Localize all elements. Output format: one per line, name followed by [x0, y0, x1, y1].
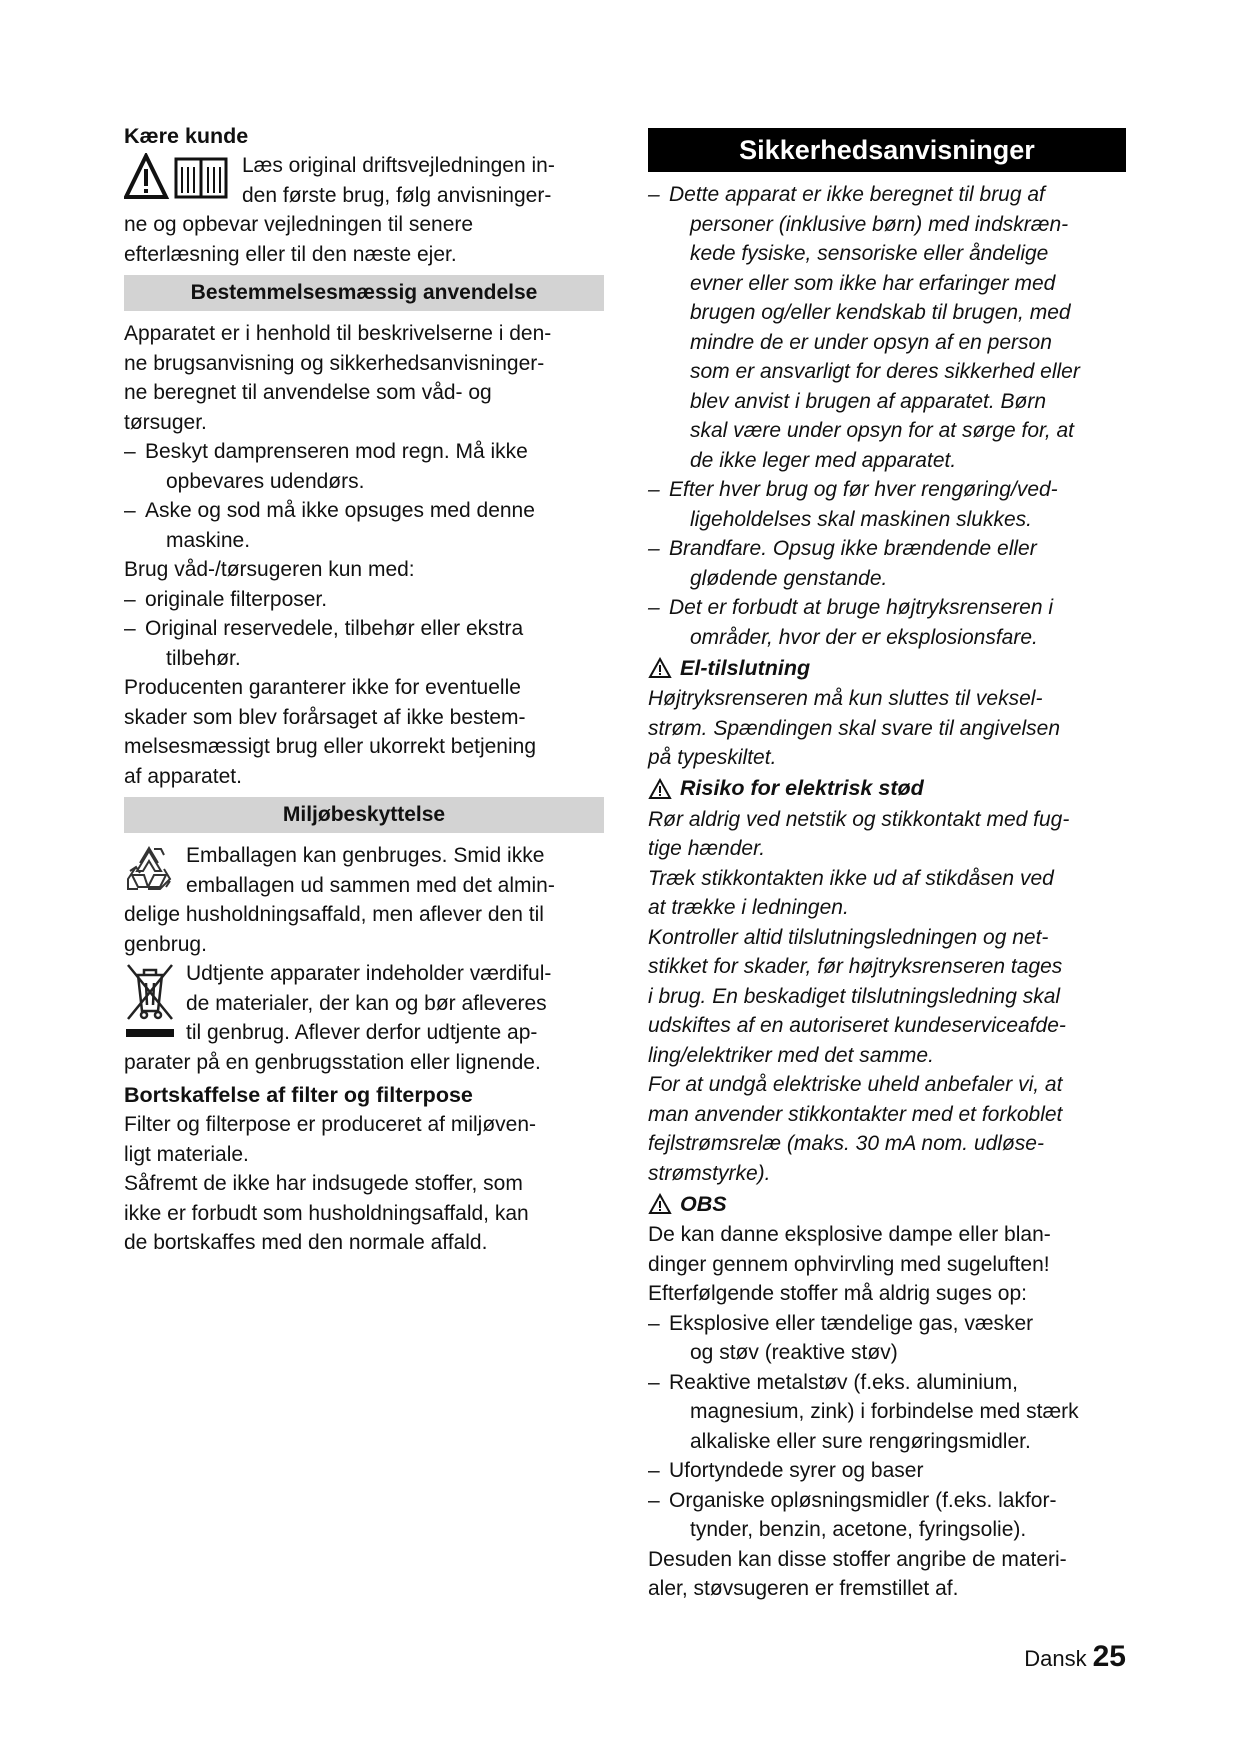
liability-line: skader som blev forårsaget af ikke bestem- [124, 705, 526, 729]
safety-item: – Det er forbudt at bruge højtryksrenseren i områder, hvor der er eksplosionsfare. [648, 593, 1126, 652]
text-line: man anvender stikkontakter med et forkoblet [648, 1102, 1063, 1126]
text-line: mindre de er under opsyn af en person [690, 330, 1052, 354]
disposal-line: ligt materiale. [124, 1142, 249, 1166]
weee-line: til genbrug. Aflever derfor udtjente ap- [186, 1021, 538, 1044]
text-line: ligeholdelses skal maskinen slukkes. [690, 507, 1032, 531]
warning-triangle-icon [648, 657, 672, 679]
warning-triangle-icon [648, 778, 672, 800]
text-line: udskiftes af en autoriseret kundeserviceafde- [648, 1014, 1066, 1037]
use-paragraph: tørsuger. [124, 410, 207, 434]
safety-item-lines [669, 180, 1126, 475]
obs-item: – Eksplosive eller tændelige gas, væsker og støv (reaktive støv) [648, 1309, 1126, 1368]
liability-line: Producenten garanterer ikke for eventuelle [124, 676, 521, 699]
text-line: at trække i ledningen. [648, 896, 849, 919]
text-line: som er ansvarligt for deres sikkerhed eller [690, 360, 1080, 383]
right-column [648, 128, 1126, 1604]
use-paragraph: Apparatet er i henhold til beskrivelserne i den- [124, 322, 552, 345]
recycle-line: delige husholdningsaffald, men aflever den til [124, 903, 544, 926]
warning-triangle-icon [126, 156, 166, 197]
text-line: områder, hvor der er eksplosionsfare. [690, 625, 1038, 649]
text-line: ling/elektriker med det samme. [648, 1043, 934, 1067]
shock-text [648, 805, 1126, 1189]
text-line: Reaktive metalstøv (f.eks. aluminium, [669, 1370, 1018, 1394]
text-line: fejlstrømsrelæ (maks. 30 mA nom. udløse- [648, 1132, 1044, 1155]
text-line: De kan danne eksplosive dampe eller blan- [648, 1223, 1051, 1246]
recycle-block [124, 841, 604, 959]
obs-item-lines [669, 1368, 1126, 1457]
list-item-continued: opbevares udendørs. [166, 469, 365, 493]
list-item: – originale filterposer. [124, 587, 328, 611]
greeting-title: Kære kunde [124, 124, 249, 148]
manual-book-icon [176, 159, 226, 197]
disposal-line: Filter og filterpose er produceret af miljøven- [124, 1113, 536, 1136]
text-line: Efterfølgende stoffer må aldrig suges op: [648, 1282, 1027, 1305]
use-only-with: Brug våd-/tørsugeren kun med: [124, 558, 415, 581]
disposal-line: ikke er forbudt som husholdningsaffald, kan [124, 1201, 529, 1225]
safety-item: – Brandfare. Opsug ikke brændende eller glødende genstande. [648, 534, 1126, 593]
list-item: – Aske og sod må ikke opsuges med denne [124, 499, 535, 522]
liability-line: melsesmæssigt brug eller ukorrekt betjening [124, 735, 537, 758]
safety-item-lines [669, 475, 1126, 534]
page-footer [1024, 1640, 1126, 1674]
list-item-continued: tilbehør. [166, 646, 241, 670]
text-line: Eksplosive eller tændelige gas, væsker [669, 1311, 1034, 1335]
text-line: og støv (reaktive støv) [690, 1341, 898, 1364]
text-line: i brug. En beskadiget tilslutningsledning skal [648, 984, 1061, 1008]
text-line: Brandfare. Opsug ikke brændende eller [669, 537, 1037, 560]
text-line: de ikke leger med apparatet. [690, 448, 957, 472]
text-line: Ufortyndede syrer og baser [669, 1459, 924, 1482]
section-safety-title: Sikkerhedsanvisninger [648, 128, 1126, 172]
safety-item: – Efter hver brug og før hver rengøring/ved- ligeholdelses skal maskinen slukkes. [648, 475, 1126, 534]
warning-triangle-icon [648, 1193, 672, 1215]
text-line: magnesium, zink) i forbindelse med stærk [690, 1400, 1079, 1423]
text-line: Efter hver brug og før hver rengøring/ved- [669, 478, 1058, 501]
text-line: glødende genstande. [690, 566, 888, 590]
obs-text [648, 1220, 1126, 1309]
page-number: 25 [1092, 1640, 1126, 1673]
text-line: Højtryksrenseren må kun sluttes til veksel- [648, 687, 1043, 710]
text-line: Det er forbudt at bruge højtryksrenseren i [669, 596, 1054, 619]
greeting-line: efterlæsning eller til den næste ejer. [124, 242, 457, 266]
text-line: Træk stikkontakten ikke ud af stikdåsen ved [648, 866, 1054, 890]
use-paragraph: ne brugsanvisning og sikkerhedsanvisninger- [124, 351, 545, 375]
text-line: tige hænder. [648, 837, 766, 860]
text-line: alkaliske eller sure rengøringsmidler. [690, 1429, 1031, 1453]
shock-heading [648, 773, 1126, 805]
section-environment-title: Miljøbeskyttelse [124, 797, 604, 833]
list-item: – Original reservedele, tilbehør eller ekstra [124, 617, 524, 640]
obs-heading [648, 1188, 1126, 1220]
greeting-line: den første brug, følg anvisninger- [242, 183, 552, 207]
safety-item-lines [669, 593, 1126, 652]
obs-item: – Reaktive metalstøv (f.eks. aluminium, magnesium, zink) i forbindelse med stærk alkaliske eller sure rengøringsmidler. [648, 1368, 1126, 1457]
text-line: personer (inklusive børn) med indskræn- [690, 212, 1069, 236]
text-line: strømstyrke). [648, 1161, 771, 1185]
use-paragraph: ne beregnet til anvendelse som våd- og [124, 381, 492, 404]
list-item-text: Original reservedele, tilbehør eller ekstra [145, 617, 524, 640]
el-connection-heading [648, 652, 1126, 684]
safety-item: – Dette apparat er ikke beregnet til brug af personer (inklusive børn) med indskræn- kede fysiske, sensoriske eller åndelige evner eller som ikke har erfaringer med brugen og/eller kendskab til brugen, med mindre de er under opsyn af en person som er ansvarligt for deres sikkerhed eller blev anvist i brugen af apparatet. Børn skal være under opsyn for at sørge for, at de ikke leger med apparatet. [648, 180, 1126, 475]
weee-line: de materialer, der kan og bør afleveres [186, 991, 547, 1015]
text-line: skal være under opsyn for at sørge for, at [690, 419, 1075, 442]
greeting-line: Læs original driftsvejledningen in- [242, 154, 555, 177]
text-line: blev anvist i brugen af apparatet. Børn [690, 389, 1047, 413]
disposal-title: Bortskaffelse af filter og filterpose [124, 1083, 473, 1107]
obs-item: – Ufortyndede syrer og baser [648, 1456, 1126, 1486]
text-line: aler, støvsugeren er fremstillet af. [648, 1577, 959, 1600]
list-item-text: Beskyt damprenseren mod regn. Må ikke [145, 440, 528, 463]
crossed-bin-icon [124, 961, 176, 1050]
obs-item-lines [669, 1456, 1126, 1486]
obs-item: – Organiske opløsningsmidler (f.eks. lakfor- tynder, benzin, acetone, fyringsolie). [648, 1486, 1126, 1545]
el-connection-text [648, 684, 1126, 773]
section-intended-use-title: Bestemmelsesmæssig anvendelse [124, 275, 604, 311]
text-line: dinger gennem ophvirvling med sugeluften! [648, 1252, 1050, 1276]
obs-item-lines [669, 1486, 1126, 1545]
weee-line: parater på en genbrugsstation eller lignende. [124, 1050, 541, 1074]
text-line: kede fysiske, sensoriske eller åndelige [690, 242, 1049, 265]
greeting-line: ne og opbevar vejledningen til senere [124, 213, 474, 236]
shock-title: Risiko for elektrisk stød [680, 776, 924, 800]
liability-line: af apparatet. [124, 764, 242, 788]
list-item: – Beskyt damprenseren mod regn. Må ikke [124, 440, 528, 463]
list-item-text: originale filterposer. [145, 587, 328, 611]
text-line: strøm. Spændingen skal svare til angivelsen [648, 716, 1061, 740]
recycle-line: Emballagen kan genbruges. Smid ikke [186, 844, 545, 867]
weee-line: Udtjente apparater indeholder værdiful- [186, 962, 552, 985]
greeting-block [124, 151, 604, 269]
obs-item-lines [669, 1309, 1126, 1368]
obs-closing [648, 1545, 1126, 1604]
text-line: på typeskiltet. [648, 746, 777, 769]
footer-language: Dansk [1024, 1646, 1087, 1671]
warning-manual-icons [124, 153, 230, 206]
safety-item-lines [669, 534, 1126, 593]
text-line: Rør aldrig ved netstik og stikkontakt med fug- [648, 807, 1070, 831]
obs-title: OBS [680, 1191, 727, 1216]
text-line: Kontroller altid tilslutningsledningen og net- [648, 925, 1049, 949]
weee-block [124, 959, 604, 1077]
text-line: tynder, benzin, acetone, fyringsolie). [690, 1518, 1027, 1541]
recycle-icon [124, 843, 174, 900]
list-item-text: Aske og sod må ikke opsuges med denne [145, 499, 535, 522]
text-line: stikket for skader, før højtryksrenseren tages [648, 955, 1063, 978]
disposal-line: de bortskaffes med den normale affald. [124, 1231, 488, 1254]
text-line: For at undgå elektriske uheld anbefaler vi, at [648, 1073, 1063, 1096]
left-column [124, 122, 604, 1258]
recycle-line: genbrug. [124, 932, 207, 956]
text-line: evner eller som ikke har erfaringer med [690, 271, 1056, 295]
recycle-line: emballagen ud sammen med det almin- [186, 873, 555, 897]
text-line: Desuden kan disse stoffer angribe de materi- [648, 1547, 1067, 1571]
text-line: brugen og/eller kendskab til brugen, med [690, 301, 1071, 324]
text-line: Dette apparat er ikke beregnet til brug af [669, 183, 1045, 206]
text-line: Organiske opløsningsmidler (f.eks. lakfor- [669, 1488, 1057, 1512]
list-item-continued: maskine. [166, 528, 251, 552]
el-connection-title: El-tilslutning [680, 655, 811, 680]
disposal-line: Såfremt de ikke har indsugede stoffer, som [124, 1172, 523, 1195]
